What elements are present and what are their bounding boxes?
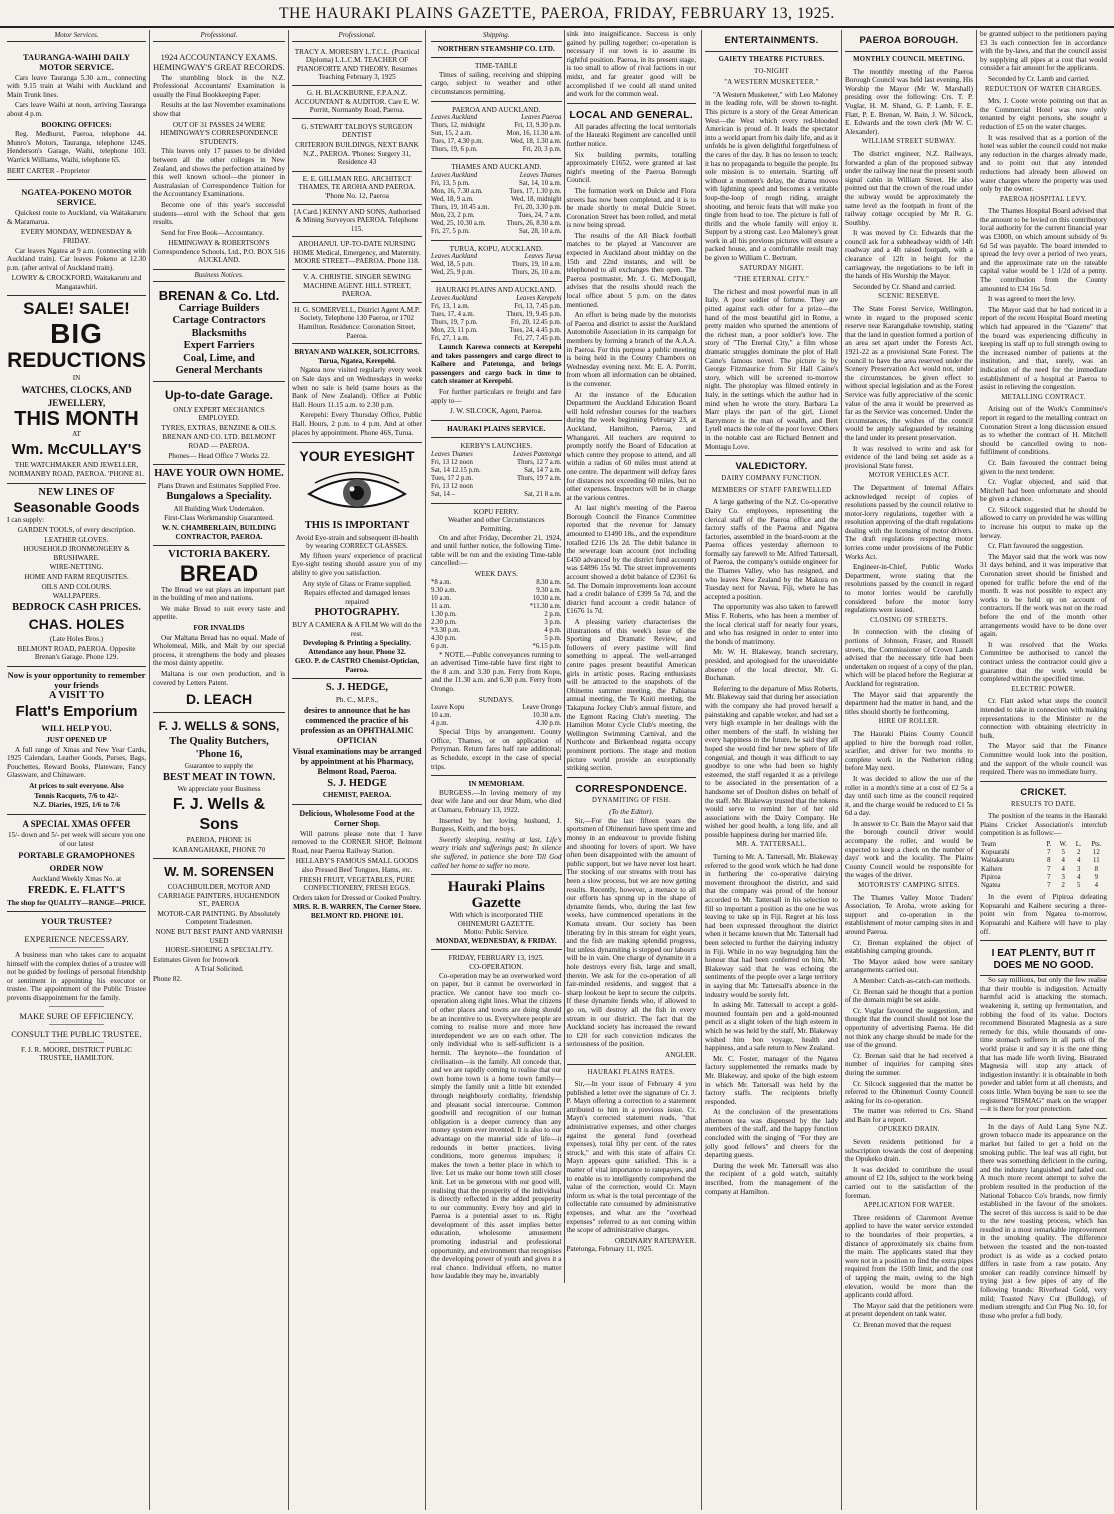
table-cell: Waitakaruru	[981, 857, 1015, 865]
timetable-cell: Fri, 27, 5 p.m.	[431, 227, 470, 235]
card-gillman: E. E. GILLMAN REG. ARCHITECT THAMES, TE AROHA AND PAEROA. 'Phone No. 12, Paeroa	[292, 172, 422, 205]
timetable-row	[431, 261, 562, 269]
cricket-column-header: Pts.	[1091, 841, 1102, 849]
timetable-cell: Fri, 13, 5 p.m.	[431, 179, 470, 187]
table-row	[980, 882, 1107, 890]
timetable-cell: Thurs, 19 7 a.m.	[516, 474, 562, 482]
cricket-column-header: Team	[981, 841, 996, 849]
timetable-cell: Fri, 13, 9.30 p.m.	[514, 122, 562, 130]
cricket-column-header: L.	[1075, 841, 1082, 849]
column-paeroa-borough: PAEROA BOROUGH. MONTHLY COUNCIL MEETING. The monthly meeting of the Paeroa Borough Council was held last evening, His Worship the Mayor (Mr W. Marshall) presiding over the following: Crs. T. P. Vuglar, H. M. Shand, G. P. Lamb, F. E. Flatt, P. E. Brenan, W. Bain, J. W. Silcock, E. Edwards and the town clerk (Mr W. C. Alexander). WILLIAM STREET SUBWAY. The district engineer, N.Z. Railways, forwarded a plan of the proposed subway under the railway line near the present south signal cabin in William Street. He also pointed out that the crown of the road under the subway would be approximately the same level as the footpath in front of the railway cottage occupied by Mr R. G. Southby. It was moved by Cr. Edwards that the council ask for a subheadway width of 14ft roadway and a 4ft raised footpath, with a clearance of 12ft in height for the carriageway, the negotiations to be left in the hands of His Worship the Mayor. Seconded by Cr. Shand and carried. SCENIC RESERVE. The State Forest Service, Wellington, wrote in regard to the proposed scenic reserve near Karangahake township, stating that the land in question formed a portion of an area set apart under the Forests Act, 1921-22 as a provisional State Forest. The council to have the area reserved under the Scenery Preservation Act would not, under the circumstances, be given effect to without special legislation and as the Forest Service was fully appreciative of the scenic value of the area it would be preserved as far as the Service was concerned. Under the circumstances, the wishes of the council would be amply safeguarded by retaining the land under its present preservation. It was resolved to write and ask for evidence of the land being set aside as a provisional State forest. MOTOR VEHICLES ACT. The Department of Internal Affairs acknowledged receipt of copies of resolutions passed by the council relative to motor-lorry regulations, together with a resolution approving of the draft regulations dealing with the licensing of motor drivers. The draft regulations respecting motor lorries come under provisions of the Public Works Act. Engineer-in-Chief, Public Works Department, wrote stating that the resolutions passed by the council in regard to motor lorries would be carefully considered before the motor lorry regulations were issued. CLOSING OF STREETS. In connection with the closing of portions of Johnson, Fraser, and Russell streets, the Commissioner of Crown Lands advised that the necessary title had been undertaken on request of a copy of the plan, which will be placed before the Registrar at Auckland for registration. The Mayor said that apparently the department had the matter in hand, and the titles should shortly be forthcoming. HIRE OF ROLLER. The Hauraki Plains County Council applied to hire the borough road roller, scarifier, and driver for two months to complete work in the Netherton riding before May next. It was decided to allow the use of the roller in a month's time at a cost of £2 5s a day until such time as the council required it, and the charge would be reduced to £1 5s 6d a day. In answer to Cr. Bain the Mayor said that the borough council driver would accompany the roller, and would be expected to keep a check on the number of days' work and the locality. The Plains County Council would be responsible for the wages of the driver. MOTORISTS' CAMPING SITES. The Thames Valley Motor Traders' Association, Te Aroha, wrote asking for support and co-operation in the establishment of motor camping sites in and around Paeroa. Cr. Brenan explained the object of establishing camping grounds. The Mayor asked how were sanitary arrangements carried out. A Member: Catch-as-catch-can methods. Cr. Brenan said he thought that a portion of the domain might be set aside. Cr. Vuglar favoured the suggestion, and thought that the council should not lose the opportunity of advertising Paeroa. He did not think any charge should be made for the use of the ground. Cr. Brenan said that he had received a number of inquiries for camping sites during the summer. Cr. Silcock suggested that the matter be referred to the Ohinemuri County Council asking for its co-operation. The matter was referred to Crs. Shand and Bain for a report. OPUKEKO DRAIN. Seven residents petitioned for a subscription towards the cost of deepening the Opukeko drain. It was decided to contribute the usual amount of £2 10s, subject to the work being carried out to the satisfaction of the foreman. APPLICATION FOR WATER. Three residents of Claremont Avenue applied to have the water service extended to the boundaries of their properties, a distance of approximately six chains from the main. The applicants stated that they were not in a position to find the extra pipes required from the 150ft limit, and the cost of tapping the main, owing to the high elevation, would be more than the applicants could afford. The Mayor said that the petitioners were at present dependent on tank water. Cr. Brenan moved that the request	[841, 30, 976, 1510]
timetable-row	[431, 579, 562, 587]
timetable-cell: Wed, 18, midnight	[511, 195, 562, 203]
ad-corner-store: Delicious, Wholesome Food at the Corner Shop. Will patrons please note that I have removed to the CORNER SHOP, Belmont Road, near Paeroa Railway Station. HELLABY'S FAMOUS SMALL GOODS also Pressed Beef Tongues, Hams, etc. FRESH FRUIT, VEGETABLES, PURE CONFECTIONERY, FRESH EGGS. Orders taken for Dressed or Cooked Poultry. MRS. R. B. WARREN, The Corner Store. BELMONT RD. PHONE 101.	[292, 808, 422, 920]
timetable-row	[431, 611, 562, 619]
timetable-row	[431, 269, 562, 277]
table-cell: 3	[1076, 865, 1081, 873]
timetable-row	[431, 138, 562, 146]
timetable-header-row	[431, 451, 562, 459]
timetable-cell	[497, 483, 562, 491]
timetable-cell: Thurs, 19, 10.45 a.m.	[431, 203, 490, 211]
ad-tauranga-waihi: TAURANGA-WAIHI DAILY MOTOR SERVICE. Cars leave Tauranga 5.30 a.m., connecting with 9.15 train at Waihi with Auckland and Main Trunk lines. Cars leave Waihi at noon, arriving Tauranga about 4 p.m. BOOKING OFFICES: Reg. Medhurst, Paeroa, telephone 44. Munro's Motors, Tauranga, telephone 124S. Henderson's Garage, Waihi, telephone 103. Warrick Williams, Waihi, telephone 65. BERT CARTER - Proprietor	[7, 45, 146, 181]
timetable-cell: Fri, 13, 7.45 p.m.	[514, 302, 562, 310]
timetable-row	[431, 483, 562, 491]
timetable-cell: Wed, 25, 10.30 a.m.	[431, 219, 486, 227]
timetable-row	[431, 327, 562, 335]
timetable-cell: Leaves Auckland	[431, 294, 478, 302]
timetable-cell: Fri, 20, 12.45 p.m.	[510, 318, 562, 326]
card-arohanui: AROHANUI. UP-TO-DATE NURSING HOME Medical, Emergency, and Maternity. MOORE STREET—PAEROA. Phone 118.	[292, 237, 422, 270]
timetable-cell: Fri, 13, 1 a.m.	[431, 302, 470, 310]
timetable-cell: 9.30 a.m.	[536, 586, 562, 594]
timetable-cell: Leaves Turua	[524, 253, 562, 261]
timetable-cell: 4.30 p.m.	[535, 720, 562, 728]
timetable-cell: Sat, 28, 10 a.m.	[519, 227, 562, 235]
card-moresby: TRACY A. MORESBY L.T.C.L. (Practical Diploma) L.L.C.M. TEACHER OF PIANOFORTE AND THEORY. Resumes Teaching February 3, 1925	[292, 45, 422, 86]
timetable-row	[431, 311, 562, 319]
timetable-row	[431, 595, 562, 603]
table-cell: 12	[1092, 849, 1100, 857]
timetable-cell: Leaves Patetonga	[512, 450, 562, 458]
table-cell: 11	[1093, 857, 1100, 865]
timetable-cell: 4.30 p.m.	[431, 634, 457, 642]
timetable-cell: 10.30 a.m.	[532, 594, 562, 602]
card-somervell: H. G. SOMERVELL, District Agent A.M.P. Society, Telephone 130 Paeroa, or 1702 Hamilton. Residence: Coronation Street, Paeroa.	[292, 303, 422, 344]
ad-hedge: S. J. HEDGE, Ph. C., M.P.S., desires to announce that he has commenced the practice of his profession as an OPHTHALMIC OPTICIAN Visual examinations may be arranged by appointment at his Pharmacy, Belmont Road, Paeroa. S. J. HEDGE CHEMIST, PAEROA.	[292, 679, 422, 804]
table-cell: Pipiroa	[981, 873, 1001, 881]
timetable-cell: Wed, 18, 1.30 a.m.	[510, 138, 562, 146]
timetable-cell: Wed, 25, 9 p.m.	[431, 269, 475, 277]
timetable-row	[431, 146, 562, 154]
timetable-cell: Leaves Kerepehi	[516, 294, 562, 302]
timetable-cell: Thurs, 26, 10 a.m.	[511, 269, 562, 277]
timetable-row	[431, 643, 562, 651]
timetable-cell: Tues, 17, 4.30 p.m.	[431, 138, 484, 146]
section-header: Business Notices.	[153, 271, 285, 282]
table-row	[980, 857, 1107, 865]
timetable-row	[431, 130, 562, 138]
timetable-cell: 8.30 a.m.	[536, 578, 562, 586]
timetable-cell: 10 a.m.	[431, 594, 452, 602]
timetable-cell: 3 p.m.	[544, 618, 562, 626]
heading-cricket: CRICKET.	[1020, 786, 1067, 798]
timetable-cell: Tues, 17, 4 a.m.	[431, 310, 475, 318]
table-cell: 4	[1076, 873, 1081, 881]
table-cell: Kopuarahi	[981, 849, 1010, 857]
table-cell: 4	[1061, 865, 1065, 873]
table-cell: 7	[1047, 873, 1051, 881]
table-cell: 8	[1094, 865, 1099, 873]
timetable-row	[431, 335, 562, 343]
timetable-row	[431, 212, 562, 220]
table-cell: 4	[1076, 857, 1081, 865]
timetable-cell: Leaves Auckland	[431, 114, 478, 122]
heading-paeroa-borough: PAEROA BOROUGH.	[859, 35, 959, 46]
timetable-row	[431, 188, 562, 196]
heading-valedictory: VALEDICTORY.	[735, 461, 808, 473]
ad-chamberlain: HAVE YOUR OWN HOME. Plans Drawn and Estimates Supplied Free. Bungalows a Speciality. All Building Work Undertaken. First-Class Workmanship Guaranteed. W. N. CHAMBERLAIN, BUILDING CONTRACTOR, PAEROA.	[153, 465, 285, 546]
column-motor-services	[4, 30, 149, 1510]
table-row	[980, 874, 1107, 882]
timetable-cell: Sat, 21 8 a.m.	[524, 490, 562, 498]
heading-entertainments: ENTERTAINMENTS.	[724, 35, 819, 46]
column-shipping-news	[425, 30, 701, 1510]
timetable-cell: Fri, 27, 7.45 p.m.	[514, 334, 562, 342]
timetable-cell: *6.15 p.m.	[532, 642, 562, 650]
article-valedictory: A large gathering of the N.Z. Co-operative Dairy Co. employees, representing the clerical staff of the Paeroa office and the factory staffs of the Paeroa and Ngatea factories, assembled in the board-room at the Paeroa offices yesterday afternoon to formally say farewell to Mr. Alfred Tattersall, of Paeroa, the company's outside engineer for the Thames Valley, who has resigned, and who leaves New Zealand by the Makura on Tuesday next for Navua, Fiji, where he has accepted a position. The opportunity was also taken to farewell Miss F. Roberts, who has been a member of the local clerical staff for nearly four years, and who has resigned in order to enter into the bonds of matrimony. Mr. W. H. Blakeway, branch secretary, presided, and apologised for the unavoidable absence of the local director, Mr. G. Buchanan. Referring to the departure of Miss Roberts, Mr. Blakeway said that during her association with the company she had proved herself a painstaking and capable worker, and had set a very high example in her dealings with the other members of the staff. In wishing her every happiness in the future, he said they all hoped she would find her new sphere of life congenial, and though it was difficult to say goodbye to one who had been so highly esteemed, the staff regarded it as a privilege to be associated in the presentation of a handsome set of Doulton dishes on behalf of the staff. Mr. Blakeway trusted that the tokens would serve to remind her of her old associations with the Dairy Company. He wished her good health, a long life, and all possible happiness during her married life.	[705, 498, 838, 839]
subcolumn-shipping: Shipping. NORTHERN STEAMSHIP CO. LTD. TIME-TABLE Times of sailing, receiving and shipping cargo, subject to weather and other circumstances permitting. PAEROA AND AUCKLAND. Leaves Auckland Leaves Paeroa Thurs, 12, midnight Fri, 13, 9.30 p.m. Sun, 15, 2 a.m. Mon, 16, 11.30 a.m. Tues, 17, 4.30 p.m. Wed, 18, 1.30 a.m. Thurs, 19, 6 p.m. Fri, 20, 3 p.m. THAMES AND AUCKLAND. Leaves Auckland Leaves Thames Fri, 13, 5 p.m. Sat, 14, 10 a.m. Mon, 16, 7.30 a.m. Tues, 17, 1.30 p.m. Wed, 18, 9 a.m. Wed, 18, midnight Thurs, 19, 10.45 a.m. Fri, 20, 3.30 p.m. Mon, 23, 2 p.m. Tues, 24, 7 a.m. Wed, 25, 10.30 a.m. Thurs, 26, 8.30 a.m. Fri, 27, 5 p.m. Sat, 28, 10 a.m. TURUA, KOPU, AUCKLAND. Leaves Auckland Leaves Turua Wed, 18, 5 p.m. Thurs, 19, 10 a.m. Wed, 25, 9 p.m. Thurs, 26, 10 a.m. HAURAKI PLAINS AND AUCKLAND. Leaves Auckland Leaves Kerepehi Fri, 13, 1 a.m. Fri, 13, 7.45 p.m. Tues, 17, 4 a.m. Thurs, 19, 9.45 p.m. Thurs, 19, 7 p.m. Fri, 20, 12.45 p.m. Mon, 23, 11 p.m. Tues, 24, 4.45 p.m. Fri, 27, 1 a.m. Fri, 27, 7.45 p.m. Launch Karewa connects at Kerepehi and takes passengers and cargo direct to Kaihere and Patetonga, and brings passengers and cargo back in time to catch steamer at Kerepehi. For further particulars re freight and fare apply to— J. W. SILCOCK, Agent, Paeroa. HAURAKI PLAINS SERVICE. KERBY'S LAUNCHES. Leaves Thames Leaves Patetonga Fri, 13 12 noon Thurs, 12 7 a.m. Sat, 14 12.15 p.m. Sat, 14 7 a.m. Tues, 17 2 p.m. Thurs, 19 7 a.m. Fri, 13 12 noon Sat, 14 – Sat, 21 8 a.m. KOPU FERRY. Weather and other Circumstances Permitting. On and after Friday, December 21, 1924, and until further notice, the following Time-table will be run and the existing Time-table cancelled:— WEEK DAYS. *8 a.m. 8.30 a.m. 9.30 a.m. 9.30 a.m. 10 a.m. 10.30 a.m. 11 a.m. *11.30 a.m. 1.30 p.m. 2 p.m. 2.30 p.m. 3 p.m. *3.30 p.m. 4 p.m. 4.30 p.m. 5 p.m. 6 p.m. *6.15 p.m. * NOTE.—Public conveyances running to an advertised Time-table have first right to the 8 a.m. and 3.30 p.m. Ferry from Kopu, and the 11.30 a.m. and 6.30 p.m. Ferry from Orongo. SUNDAYS. Leave Kopu Leave Orongo 10 a.m. 10.30 a.m. 4 p.m. 4.30 p.m. Special Trips by arrangement. County Office, Thames, or on application of Perryman. Return fares half rate additional; as Schedule, except in the case of special trips. IN MEMORIAM. BURGESS.—In loving memory of my dear wife Jane and our dear Mum, who died at Oamaru, February 13, 1922. Inserted by her loving husband, J. Burgess, Keith, and the boys. Sweetly sleeping, resting at last, Life's weary trials and sufferings past; In silence she suffered, in patience she bore Till God called her home to suffer no more. Hauraki Plains Gazette With which is incorporated THE OHINEMURI GAZETTE. Motto: Public Service. MONDAY, WEDNESDAY, & FRIDAY. FRIDAY, FEBRUARY 13, 1925. CO-OPERATION. Co-operation may be an overworked word on paper, but it cannot be overworked in practice. We cannot have too much co-operation along right lines. What the citizens of other places and towns are doing should be an incentive to us. Everywhere people are coming to realise more and more how interdependent we are on each other. The only individual who is self-sufficient is a hermit. The keynote—the foundation of civilisation—is the family. All concede that, and we are rapidly coming to realise that our own home town is a home town family—simply the family unit a little bit extended through neighbourly cordiality, friendship and pleasant social intercourse. Common goodwill and recognition of our human obligation is a deeper currency than any money system ever invented. It is also to our advantage on the material side of life—it redounds in better practices, living conditions, more generous impulses; it makes the town a better place in which to live. Let us make our home town still closer knit. Let us be generous with our good will, realising that the prosperity of the individual is directly reflected in the added prosperity to our community. Every boy and girl in Paeroa is a potential asset to us. Right development of this asset implies better education, wholesome amusement promoting industrial and professional opportunity, and environment that recognises the developing power of youth and gives it a real chance. Individual efforts, no matter how laudable they may be, invariably	[431, 31, 562, 1281]
table-cell: 8	[1047, 857, 1051, 865]
ad-flatts-emporium: Now is your opportunity to remember your friends A VISIT TO Flatt's Emporium WILL HELP YOU. JUST OPENED UP A full range of Xmas and New Year Cards, 1925 Calendars, Leather Goods, Purses, Bags, Pouchettes, Reward Books, Plateware, Fancy Glassware, and Chinaware. At prices to suit everyone. Also Tennis Racquets, 7/6 to 42/- N.Z. Diaries, 1925, 1/6 to 7/6	[7, 667, 146, 815]
timetable-row	[431, 619, 562, 627]
timetable-kerby-launches	[431, 451, 562, 499]
timetable-cell: Fri, 20, 3 p.m.	[522, 146, 562, 154]
article-council-meeting: The monthly meeting of the Paeroa Borough Council was held last evening, His Worship the Mayor (Mr W. Marshall) presiding over the following: Crs. T. P. Vuglar, H. M. Shand, G. P. Lamb, F. E. Flatt, P. E. Brenan, W. Bain, J. W. Silcock, E. Edwards and the town clerk (Mr W. C. Alexander).	[845, 67, 973, 136]
timetable-row	[431, 303, 562, 311]
subcolumn-news: sink into insignificance. Success is only gained by pulling together; co-operation is necessary if our town is to assume its rightful position. Paeroa, in its present stage, is too small to allow of rival factions in our midst, and far greater good will be accomplished if we could all stand united and work for the common weal. LOCAL AND GENERAL. All parades affecting the local territorials of the Hauraki Regiment are cancelled until further notice. Six building permits, totalling approximately £1652, were granted at last night's meeting of the Paeroa Borough Council. The formation work on Dulcie and Flora streets has now been completed, and it is to be made shortly to metal Dulcie Street. Coronation Street has been rolled, and metal is now being spread. The results of the All Black football matches to be played at Vancouver are expected in Auckland about midday on the 15th and 22nd instants, and will be telephoned to all exchanges then open. The Paeroa postmaster, Mr. J. G. McDougall, advises that the results should reach the local office about 5 p.m. on the dates mentioned. An effort is being made by the motorists of Paeroa and district to assist the Auckland Automobile Association in its campaign for members by forming a branch of the A.A.A. in Paeroa. For this purpose a public meeting is being held in the County Chambers on Wednesday evening next. Mr. E. A. Porritt, from whom all information can be obtained, is the convener. At the instance of the Education Department the Auckland Education Board will hold refresher courses for the teachers during the week beginning February 23, at Auckland, Hamilton, Paeroa, and Whangarei. All teachers are required to promptly notify the Board of Education at which centre they propose to attend, and all within a radius of 60 miles must attend at one centre. The department will defray fares for distances not exceeding 60 miles, but no other expenses. Inspectors will be in charge at the various centres. At last night's meeting of the Paeroa Borough Council the Finance Committee reported that the revenue for January amounted to £1490 18s., and the expenditure totalled £216 13s 2d. The debit balance in the sewerage loan account (not including £450 advanced by the district fund account) was £4896 15s 9d. The street improvements account showed a debit balance of £2361 6s 5d. The Domain improvements loan account had a credit balance of £399 5s 7d, and the district fund account a credit balance of £1676 1s 7d. A pleasing variety characterises the illustrations of this week's issue of the Sporting and Dramatic Review, and followers of every pastime will find something to appeal. The well-arranged centre pages present beautiful American girls in artistic poses. Racing enthusiasts will be attracted to the snapshots of the Ohinemu summer meeting, the Pahiatua annual meeting, the Te Kuiti meeting, the Takapuna Jockey Club's annual fixture, and the Egmont Racing Club's meeting. The Hamilton Motor Cycle Club's meeting, the Wellington Swimming Carnival, and the Northcote and Birkenhead regatta occupy prominent portions. The stage and motion picture world provide an exceptionally striking section. CORRESPONDENCE. DYNAMITING OF FISH. (To the Editor). Sir,—For the last fifteen years the sportsmen of Ohinemuri have spent time and money in an endeavour to provide fishing and shooting for lovers of sport. We have often been disappointed with the amount of public support, but we have never lost heart. The stocking of our streams with trout has been a slow process, but we are now getting results. Recently, however, a menace to all our efforts has sprung up in the shape of dynamite fiends, who, during the last few weeks, have commenced operations in the Komata stream. Our society has been liberating fry in this stream for eight years, and the fish are making splendid progress, but unless dynamiting is stopped our labours will be in vain. One charge of dynamite in a hole destroys every fish, large and small, therein. We ask for the co-operation of all fair-minded residents, and suggest that a sharp lookout be kept to secure the culprits. If these dynamite fiends who, if allowed to go on, will destroy all the fish in every stream in our district. The fact that the Auckland society has increased the reward to £20 for each conviction indicates the seriousness of the position. ANGLER. HAURAKI PLAINS RATES. Sir,—In your issue of February 4 you published a letter over the signature of Cr. J. P. Mayn offering a correction to a statement attributed to him in a previous issue. Cr. Mayn's corrected statement reads, "that administrative expenses, and other charges against the general fund (overhead expenses), total fifty per cent. of the rates struck," and with this state of affairs Cr. Mayn appears quite satisfied. This is a matter of vital importance to ratepayers, and to enable us to intelligently comprehend the value of the correction, would Cr. Mayn inform us what is the total percentage of the collectable rate consumed by administrative expenses, and what are the "overhead expenses" referred to as not coming within the scope of administrative charges. ORDINARY RATEPAYER. Patetonga, February 11, 1925.	[564, 30, 699, 1283]
ad-bismag: I EAT PLENTY, BUT IT DOES ME NO GOOD.	[980, 945, 1107, 976]
ad-tobacco: In the days of Auld Lang Syne N.Z. grown tobacco made its appearance on the market but failed to get a hold on the smoking public. The leaf was all right, but there was something deficient in the curing, and the industry languished and faded out. A much more recent attempt to solve the problem resulted in the production of the National Tobacco Co's brands, now firmly established in the favour of the smokers. The secret of this success is said to be due to the new toasting process, which has resulted in a most remarkable improvement in the smoking quality. The difference between the toasted and the non-toasted product is as wide as a cocked potato differs in taste from a raw potato. Any smoker can readily convince himself by trying just a few pipes of any of the following brands: Riverhead Gold, very mild; Toasted Navy Cut (Bulldog), of medium strength; and Cut Plug No. 10, for those who prefer a full body.	[980, 1122, 1107, 1320]
timetable-row	[431, 635, 562, 643]
timetable-header-row	[431, 114, 562, 122]
timetable-cell: 9.30 a.m.	[431, 586, 457, 594]
timetable-hauraki-plains	[431, 295, 562, 343]
timetable-cell: Fri, 13 12 noon	[431, 482, 473, 490]
column-entertainments: ENTERTAINMENTS. GAIETY THEATRE PICTURES. TO-NIGHT "A WESTERN MUSKETEER." "A Western Musketeer," with Leo Maloney in the leading role, will be shown to-night. This picture is a story of the Great American West—the West which every red-blooded American is proud of. It leads the spectator into a world apart from his daily life, and as it unfolds he is given delightful forgetfulness of the cares of the day. It has no lesson to teach; it has no propaganda to beguile the people. Its sole mission is to entertain. Starting off without a moment's delay, the drama moves with lightning speed and becomes a veritable loop-the-loop of rough riding, straight shooting, and heroic feats that will make you tingle from head to toe. The picture is full of thrills and the whole family will enjoy it. Support by a strong cast. Leo Maloney's great work in all his previous pictures will ensure a packed house, and a comfortable result may be given to William C. Bertram. SATURDAY NIGHT. "THE ETERNAL CITY." The richest and most powerful man in all Italy. A poor soldier of fortune. They are pitted against each other for a prize—the hand of the most beautiful girl in Rome, a pretty maiden who spurned the attentions of the richest man, a poor soldier's love. The story of "The Eternal City," a film whose dramatic struggles dominate the plot of Hall Caine's famous novel. The picture is by George Fitzmaurice from Sir Hall Caine's story, which will be screened to-morrow night. The photoplay was filmed entirely in Italy, in the settings which the author had in mind when he wrote the story. Barbara La Marr plays the part of the girl, Lionel Barrymore is the man of wealth, and Bert Lytell enacts the role of the poor lover. Others in the notable cast are Richard Bennett and Montagu Love. VALEDICTORY. DAIRY COMPANY FUNCTION. MEMBERS OF STAFF FAREWELLED A large gathering of the N.Z. Co-operative Dairy Co. employees, representing the clerical staff of the Paeroa office and the factory staffs of the Paeroa and Ngatea factories, assembled in the board-room at the Paeroa offices yesterday afternoon to formally say farewell to Mr. Alfred Tattersall, of Paeroa, the company's outside engineer for the Thames Valley, who has resigned, and who leaves New Zealand by the Makura on Tuesday next for Navua, Fiji, where he has accepted a position. The opportunity was also taken to farewell Miss F. Roberts, who has been a member of the local clerical staff for nearly four years, and who has resigned in order to enter into the bonds of matrimony. Mr. W. H. Blakeway, branch secretary, presided, and apologised for the unavoidable absence of the local director, Mr. G. Buchanan. Referring to the departure of Miss Roberts, Mr. Blakeway said that during her association with the company she had proved herself a painstaking and capable worker, and had set a very high example in her dealings with the other members of the staff. In wishing her every happiness in the future, he said they all hoped she would find her new sphere of life congenial, and though it was difficult to say goodbye to one who had been so highly esteemed, the staff regarded it as a privilege to be associated in the presentation of a handsome set of Doulton dishes on behalf of the staff. Mr. Blakeway trusted that the tokens would serve to remind her of her old associations with the Dairy Company. He wished her good health, a long life, and all possible happiness during her married life. MR. A. TATTERSALL. Turning to Mr. A. Tattersall, Mr. Blakeway referred to the good work which he had done in furthering the co-operative dairying movement throughout the district, and said that the company was proud of the honour accorded to Mr. Tattersall in his selection to fill so important a position as the one he was leaving to take up in Fiji. Regret at his loss had been expressed throughout the district when it became known that Mr. Tattersall had been selected to further the dairying industry in Fiji. While in no way begrudging him the honour that had been conferred on him, Mr. Blakeway said that he was echoing the sentiments of the people over a large territory in saying that Mr. Tattersall's absence in the industry would be sorely felt. In asking Mr. Tattersall to accept a gold-mounted fountain pen and a gold-mounted pencil as a slight token of the high esteem in which he was held by the staff, Mr. Blakeway wished him bon voyage, health and happiness, and a safe return to New Zealand. Mr. C. Foster, manager of the Ngatea factory supplemented the remarks made by Mr. Blakeway, and spoke of the high esteem in which Mr. Tattersall was held by the factory staffs. The recipients briefly responded. At the conclusion of the presentations afternoon tea was dispensed by the lady members of the staff, and the happy function concluded with the singing of "For they are jolly good fellows" and cheers for the departing guests. During the week Mr. Tattersall was also the recipient of a gold watch, suitably inscribed, from the management of the company at Hamilton.	[701, 30, 841, 1510]
timetable-kopu-weekdays	[431, 579, 562, 651]
timetable-cell: Fri, 13 12 noon	[431, 458, 473, 466]
card-blackburne: G. H. BLACKBURNE, F.P.A.N.Z. ACCOUNTANT & AUDITOR. Care E. W. Porritt, Normanby Road, Paeroa.	[292, 86, 422, 119]
table-cell: 2	[1061, 882, 1065, 890]
timetable-cell: Sat, 14, 10 a.m.	[519, 179, 562, 187]
ad-ngatea-pokeno: NGATEA-POKENO MOTOR SERVICE. Quickest route to Auckland, via Waitakaruru & Maramarua. EVERY MONDAY, WEDNESDAY & FRIDAY. Car leaves Ngatea at 9 a.m. (connecting with Auckland train). Car leaves Pokeno at 12.30 p.m. (after arrival of Auckland train). LOWRY & CROCKFORD, Waitakaruru and Mangatawhiri.	[7, 180, 146, 296]
section-header: Professional.	[292, 31, 422, 42]
card-christie: V. A. CHRISTIE. SINGER SEWING MACHINE AGENT. HILL STREET, PAEROA.	[292, 270, 422, 303]
heading-correspondence: CORRESPONDENCE.	[575, 782, 688, 795]
timetable-cell: 10 a.m.	[431, 712, 452, 720]
timetable-row	[431, 180, 562, 188]
timetable-cell: Thurs, 19, 10 a.m.	[511, 261, 562, 269]
timetable-cell: Fri, 20, 3.30 p.m.	[514, 203, 562, 211]
timetable-row	[431, 196, 562, 204]
gazette-nameplate: Hauraki Plains Gazette	[447, 879, 545, 912]
timetable-row	[431, 467, 562, 475]
timetable-row	[431, 122, 562, 130]
heading-local-general: LOCAL AND GENERAL.	[569, 108, 694, 121]
timetable-cell: Leave Kopu	[431, 704, 465, 712]
ad-mccullay-sale: SALE! SALE! BIG REDUCTIONS IN WATCHES, CLOCKS, AND JEWELLERY, THIS MONTH AT Wm. McCULLAY'S THE WATCHMAKER AND JEWELLER, NORMANBY ROAD, PAEROA. 'PHONE 81.	[7, 296, 146, 483]
timetable-row	[431, 720, 562, 728]
letter-rates: Sir,—In your issue of February 4 you published a letter over the signature of Cr. J. P. Mayn offering a correction to a statement attributed to him in a previous issue. Cr. Mayn's corrected statement reads, "that administrative expenses, and other charges against the general fund (overhead expenses), total fifty per cent. of the rates struck," and with this state of affairs Cr. Mayn appears quite satisfied. This is a matter of vital importance to ratepayers, and to enable us to intelligently comprehend the value of the correction, would Cr. Mayn inform us what is the total percentage of the collectable rate consumed by administrative expenses, and what are the "overhead expenses" referred to as not coming within the scope of administrative charges.	[566, 1080, 696, 1235]
timetable-cell: Tues, 24, 7 a.m.	[518, 211, 562, 219]
timetable-row	[431, 704, 562, 712]
ad-public-trustee: YOUR TRUSTEE? EXPERIENCE NECESSARY. A business man who takes care to acquaint himself with the complex duties of a trustee will not be guided by feelings of personal friendship or sentiment in appointing his executor or trustee. The appointment of the Public Trustee prevents disappointment for the family. MAKE SURE OF EFFICIENCY. CONSULT THE PUBLIC TRUSTEE. F. J. R. MOORE, DISTRICT PUBLIC TRUSTEE, HAMILTON.	[7, 916, 146, 1063]
timetable-row	[431, 603, 562, 611]
timetable-cell: Thurs, 19, 9.45 p.m.	[506, 310, 562, 318]
timetable-cell: 5 p.m.	[544, 634, 562, 642]
table-cell: 7	[1047, 882, 1051, 890]
timetable-cell: *11.30 a.m.	[529, 602, 562, 610]
table-row	[980, 866, 1107, 874]
timetable-row	[431, 220, 562, 228]
ad-chas-holes: NEW LINES OF Seasonable Goods I can supply: GARDEN TOOLS, of every description. LEATHER GLOVES. HOUSEHOLD IRONMONGERY & BRUSHWARE. WIRE-NETTING. HOME AND FARM REQUISITES. OILS AND COLOURS. WALLPAPERS. BEDROCK CASH PRICES. CHAS. HOLES (Late Holes Bros.) BELMONT ROAD, PAEROA. Opposite Brenan's Garage. Phone 129.	[7, 484, 146, 667]
timetable-cell: Sat, 14 –	[431, 490, 455, 498]
timetable-cell: Wed, 18, 9 a.m.	[431, 195, 474, 203]
table-cell: Ngatea	[981, 882, 1001, 890]
timetable-cell: Tues, 17, 1.30 p.m.	[509, 187, 562, 195]
timetable-row	[431, 491, 562, 499]
timetable-row	[431, 319, 562, 327]
timetable-cell: Thurs, 19, 6 p.m.	[431, 146, 478, 154]
table-cell: 4	[1061, 857, 1065, 865]
table-cell: 9	[1094, 873, 1099, 881]
newspaper-masthead: THE HAURAKI PLAINS GAZETTE, PAEROA, FRIDAY, FEBRUARY 13, 1925.	[0, 0, 1114, 28]
timetable-row	[431, 712, 562, 720]
timetable-row	[431, 587, 562, 595]
table-cell: 2	[1076, 849, 1081, 857]
ad-hemingway: 1924 ACCOUNTANCY EXAMS. HEMINGWAY'S GREAT RECORDS. The stumbling block in the N.Z. Professional Accountants' Examination is usually the Final Bookkeeping Paper. Results at the last November examinations show that OUT OF 31 PASSES 24 WERE HEMINGWAY'S CORRESPONDENCE STUDENTS. This leaves only 17 passes to be divided between all the other colleges in New Zealand, and shows the perfection attained by this well known school—the pioneer in Australasian of Correspondence Tuition for the Accountancy Examinations. Become one of this year's successful students—enrol with the School that gets results. Send for Free Book—Accountancy. HEMINGWAY & ROBERTSON'S Correspondence Schools, Ltd., P.O. BOX 516 AUCKLAND.	[153, 45, 285, 270]
section-header: Professional.	[153, 31, 285, 42]
timetable-cell: Fri, 27, 1 a.m.	[431, 334, 470, 342]
timetable-cell: 4 p.m.	[544, 626, 562, 634]
column-council-cricket: be granted subject to the petitioners paying £3 3s each connection fee in accordance with the by-laws, and that the council assist by supplying all pipes at a cost that would consider a fair amount for the applicants. Seconded by Cr. Lamb and carried. REDUCTION OF WATER CHARGES. Mrs. J. Coote wrote pointing out that as the Commercial Hotel was now only tenanted by eight persons, she sought a reduction of £5 on the water charges. It was resolved that as a portion of the hotel was sublet the council could not make any reduction in the charges already made, and to point out that any intended reductions had already been allowed on water charges where the property was used only by the owner. PAEROA HOSPITAL LEVY. The Thames Hospital Board advised that the amount to be levied on this contributory local authority for the current financial year was £3000, on which amount subsidy of 9s 6d 5d was payable. The board intended to spread the levy over a period of two years, and the approximate rate on the rateable capital value would be 1 1/2d of a penny. The contribution from the County amounted to £34 16s 5d. It was agreed to meet the levy. The Mayor said that he had noticed in a report of the recent Hospital Board meeting which had appeared in the "Gazette" that the board was experiencing difficulty in keeping its staff up to full strength owing to the increased number of patients at the institution, and that, surely, was an indication of the need for the immediate establishment of a hospital at Paeroa to assist in relieving the congestion. METALLING CONTRACT. Arising out of the Work's Committee's report in regard to the metalling contract on Coronation Street a long discussion ensued as to whether the contract of H. Mitchell should be cancelled owing to non-fulfilment of conditions. Cr. Bain favoured the contract being given to the next tenderer. Cr. Vuglar objected, and said that Mitchell had been unfortunate and should be given a chance. Cr. Silcock suggested that he should be allowed to carry on provided he was willing to increase his output to make up the leeway. Cr. Flatt favoured the suggestion. The Mayor said that the work was now 31 days behind, and it was imperative that Coronation street should be finished and opened for traffic before the end of the month. It was not possible to expect any works to be held up on account of contractors. If the work was not on the road before the end of the month other arrangements would have to be done over again. It was resolved that the Works Committee be authorised to cancel the contract unless the contractor could give a guarantee that the work would be completed within the specified time. ELECTRIC POWER. Cr. Flatt asked what steps the council intended to take in connection with making representations to the Minister re the connection with obtaining electricity in bulk. The Mayor said that the Finance Committee would look into the position, and the support of the whole council was required. There was no immediate hurry. CRICKET. RESULTS TO DATE. The position of the teams in the Hauraki Plains Cricket Association's interclub competition is as follows:— Team P. W. L. Pts. Kopuarahi 7 5 2 12 Waitakaruru 8 4 4 11 Kaihere 7 4 3 8 Pipiroa 7 3 4 9 Ngatea 7 2 5 4 In the event of Pipiroa defeating Kopuarahi and Kaihere securing a three-point win from Ngatea to-morrow, Kopuarahi and Kaihere will have to play off. I EAT PLENTY, BUT IT DOES ME NO GOOD. So say millions, but only the few realise that their trouble is indigestion. Actually harmful acid is attacking the stomach, weakening it, setting up fermentation, and robbing the food of its value. Doctors recommend Bisurated Magnesia as a sure remedy for this, while thousands of one-time stomach sufferers in all parts of the world praise it and say it is the one thing that has made life worth living. Bisurated Magnesia will stop any attack of indigestion instantly: it is obtainable in both powder and tablet form at all chemists, and costs little. When buying be sure to see the registered "BISMAG" mark on the wrapper—it is there for your protection. In the days of Auld Lang Syne N.Z. grown tobacco made its appearance on the market but failed to get a hold on the smoking public. The leaf was all right, but there was something deficient in the curing, and the industry languished and faded out. A much more recent attempt to solve the problem resulted in the production of the National Tobacco Co's brands, now firmly established in the favour of the smokers. The secret of this success is said to be due to the new toasting process, which has resulted in a most remarkable improvement in the smoking quality. The difference between the toasted and the non-toasted product is as wide as a cocked potato differs in taste from a raw potato. Any smoker can readily convince himself by trying just a few pipes of any of the following brands: Riverhead Gold, very mild; Toasted Navy Cut (Bulldog), of medium strength; and Cut Plug No. 10, for those who prefer a full body.	[976, 30, 1110, 1510]
card-kenny: [A Card.] KENNY AND SONS, Authorised & Mining Surveyors PAEROA. Telephone 115.	[292, 205, 422, 238]
timetable-cell: Sun, 15, 2 a.m.	[431, 130, 472, 138]
timetable-row	[431, 204, 562, 212]
ad-brenan: BRENAN & Co. Ltd. Carriage Builders Cartage Contractors Blacksmiths Expert Farriers Coal, Lime, and General Merchants	[153, 285, 285, 382]
timetable-cell: 2.30 p.m.	[431, 618, 457, 626]
cricket-column-header: W.	[1059, 841, 1067, 849]
ad-wells-butchers: F. J. WELLS & SONS, The Quality Butchers, 'Phone 16, Guarantee to supply the BEST MEAT IN TOWN. We appreciate your Business F. J. Wells & Sons PAEROA, PHONE 16 KARANGAHAKE, PHONE 70	[153, 713, 285, 859]
card-talboys: G. STEWART TALBOYS SURGEON DENTIST CRITERION BUILDINGS, NEXT BANK N.Z., PAEROA. 'Phones: Surgery 31, Residence 43	[292, 119, 422, 172]
newspaper-page	[4, 30, 1110, 1510]
timetable-row	[431, 627, 562, 635]
timetable-thames-auckland	[431, 172, 562, 236]
ad-garage: Up-to-date Garage. ONLY EXPERT MECHANICS EMPLOYED. TYRES, EXTRAS, BENZINE & OILS. BRENAN AND CO. LTD. BELMONT ROAD — PAEROA. Phones— Head Office 7 Works 22.	[153, 382, 285, 466]
cricket-column-header: P.	[1046, 841, 1052, 849]
table-cell: Kaihere	[981, 865, 1003, 873]
column-professional-business	[149, 30, 288, 1510]
cricket-standings-table	[980, 841, 1107, 890]
timetable-cell: Thurs, 19, 7 p.m.	[431, 318, 478, 326]
timetable-header-row	[431, 253, 562, 261]
timetable-cell: Leaves Auckland	[431, 171, 478, 179]
timetable-cell: Tues, 17 2 p.m.	[431, 474, 474, 482]
timetable-cell: 6 p.m.	[431, 642, 449, 650]
eye-illustration	[292, 470, 422, 516]
timetable-cell: *3.30 p.m.	[431, 626, 461, 634]
timetable-row	[431, 475, 562, 483]
timetable-header-row	[431, 172, 562, 180]
timetable-cell: Sat, 14 7 a.m.	[524, 466, 562, 474]
timetable-cell: Leave Orongo	[522, 704, 562, 712]
ad-xmas-gramophones: A SPECIAL XMAS OFFER 15/- down and 5/- per week will secure you one of our latest PORTABLE GRAMOPHONES ORDER NOW Auckland Weekly Xmas No. at FREDK. E. FLATT'S The shop for QUALITY—RANGE—PRICE.	[7, 815, 146, 912]
table-cell: 7	[1047, 849, 1051, 857]
timetable-paeroa-auckland	[431, 114, 562, 154]
letter-dynamiting: Sir,—For the last fifteen years the sportsmen of Ohinemuri have spent time and money in an endeavour to provide fishing and shooting for lovers of sport. We have often been disappointed with the amount of public support, but we have never lost heart. The stocking of our streams with trout has been a slow process, but we are now getting results. Recently, however, a menace to all our efforts has sprung up in the shape of dynamite fiends, who, during the last few weeks, have commenced operations in the Komata stream. Our society has been liberating fry in this stream for eight years, and the fish are making splendid progress, but unless dynamiting is stopped our labours will be in vain. One charge of dynamite in a hole destroys every fish, large and small, therein. We ask for the co-operation of all fair-minded residents, and suggest that a sharp lookout be kept to secure the culprits. If these dynamite fiends who, if allowed to go on, will destroy all the fish in every stream in our district. The fact that the Auckland society has increased the reward to £20 for each conviction indicates the seriousness of the position.	[566, 816, 696, 1049]
timetable-cell: Mon, 16, 7.30 a.m.	[431, 187, 483, 195]
editorial-cooperation: Co-operation may be an overworked word on paper, but it cannot be overworked in practice. We cannot have too much co-operation along right lines. What the citizens of other places and towns are doing should be an incentive to us. Everywhere people are coming to realise more and more how interdependent we are on each other. The only individual who is self-sufficient is a hermit. The keynote—the foundation of civilisation—is the family. All concede that, and we are rapidly coming to realise that our own home town is a home town family—simply the family unit a little bit extended through neighbourly cordiality, friendship and pleasant social intercourse. Common goodwill and recognition of our human obligation is a deeper currency than any money system ever invented. It is also to our advantage on the material side of life—it redounds in better practices, living conditions, more generous impulses; it makes the town a better place in which to live. Let us make our home town still closer knit. Let us be generous with our good will, realising that the prosperity of the individual is directly reflected in the added prosperity to our community. Every boy and girl in Paeroa is a potential asset to us. Right development of this asset implies better education, wholesome amusement promoting industrial and professional opportunity, and environment that recognises the developing power of youth and gives it a real chance. Individual efforts, no matter how laudable they may be, invariably	[431, 971, 562, 1281]
ad-eyesight: YOUR EYESIGHT THIS IS IMPORTANT Avoid Eye-strain and subsequent ill-health by wearing CORRECT GLASSES. My fifteen years' experience of practical Eye-sight testing should assure you of my ability to give you satisfaction. Any style of Glass or Frame supplied. Repairs effected and damaged lenses repaired PHOTOGRAPHY. BUY A CAMERA & A FILM We will do the rest. Developing & Printing a Speciality. Attendance any hour. Phone 32. GEO. P. de CASTRO Chemist-Optician, Paeroa.	[292, 443, 422, 679]
timetable-turua-kopu	[431, 253, 562, 277]
table-cell: 7	[1047, 865, 1051, 873]
ad-victoria-bakery: VICTORIA BAKERY. BREAD The Bread we eat plays an important part in the building of men and nations. We make Bread to suit every taste and appetite. FOR INVALIDS Our Maltana Bread has no equal. Made of Wholemeal, Milk, and Malt by our special process, it strengthens the body and pleases the most dainty appetite. Maltana is our own production, and is covered by Letters Patent. D. LEACH	[153, 546, 285, 713]
table-cell: 5	[1076, 882, 1081, 890]
card-bryan-walker: BRYAN AND WALKER, SOLICITORS. Turua, Ngatea, Kerepehi. Ngatea now visited regularly every week on Sale days and on Wednesdays in weeks when no sale is held (same hours as the Bank of New Zealand). Office at Public Hall. Hours 11.15 a.m. to 2.30 p.m. Kerepehi: Every Thursday Office, Public Hall. Hours, 2 p.m. to 4 p.m. And at other places by appointment. Phone 46S, Turua.	[292, 344, 422, 443]
timetable-cell: Mon, 16, 11.30 a.m.	[506, 130, 562, 138]
timetable-kopu-sundays	[431, 704, 562, 728]
timetable-row	[431, 228, 562, 236]
timetable-cell: *8 a.m.	[431, 578, 452, 586]
timetable-cell: Thurs, 26, 8.30 a.m.	[506, 219, 562, 227]
column-professional-cards	[288, 30, 425, 1510]
timetable-cell: 11 a.m.	[431, 602, 451, 610]
timetable-cell: 2 p.m.	[544, 610, 562, 618]
timetable-cell: Leaves Thames	[431, 450, 473, 458]
timetable-cell: Wed, 18, 5 p.m.	[431, 261, 475, 269]
ad-sorensen: W. M. SORENSEN COACHBUILDER, MOTOR AND CARRIAGE PAINTERS, HUGHENDON ST., PAEROA MOTOR-CAR PAINTING. By Absolutely Competent Tradesmen. NONE BUT BEST PAINT AND VARNISH USED HORSE-SHOEING A SPECIALITY. Estimates Given for Ironwork A Trial Solicited. Phone 82.	[153, 864, 283, 984]
table-cell: 4	[1094, 882, 1099, 890]
timetable-cell: Thurs, 12, midnight	[431, 122, 485, 130]
timetable-cell: Mon, 23, 11 p.m.	[431, 326, 478, 334]
article-local-general: All parades affecting the local territorials of the Hauraki Regiment are cancelled until further notice. Six building permits, totalling approximately £1652, were granted at last night's meeting of the Paeroa Borough Council. The formation work on Dulcie and Flora streets has now been completed, and it is to be made shortly to metal Dulcie Street. Coronation Street has been rolled, and metal is now being spread. The results of the All Black football matches to be played at Vancouver are expected in Auckland about midday on the 15th and 22nd instants, and will be telephoned to all exchanges then open. The Paeroa postmaster, Mr. J. G. McDougall, advises that the results should reach the local office about 5 p.m. on the dates mentioned. An effort is being made by the motorists of Paeroa and district to assist the Auckland Automobile Association in its campaign for members by forming a branch of the A.A.A. in Paeroa. For this purpose a public meeting is being held in the County Chambers on Wednesday evening next. Mr. E. A. Porritt, from whom all information can be obtained, is the convener. At the instance of the Education Department the Auckland Education Board will hold refresher courses for the teachers during the week beginning February 23, at Auckland, Hamilton, Paeroa, and Whangarei. All teachers are required to promptly notify the Board of Education at which centre they propose to attend, and all within a radius of 60 miles must attend at one centre. The department will defray fares for distances not exceeding 60 miles, but no other expenses. Inspectors will be in charge at the various centres. At last night's meeting of the Paeroa Borough Council the Finance Committee reported that the revenue for January amounted to £1490 18s., and the expenditure totalled £216 13s 2d. The debit balance in the sewerage loan account (not including £450 advanced by the district fund account) was £4896 15s 9d. The street improvements account showed a debit balance of £2361 6s 5d. The Domain improvements loan account had a credit balance of £399 5s 7d, and the district fund account a credit balance of £1676 1s 7d. A pleasing variety characterises the illustrations of this week's issue of the Sporting and Dramatic Review, and followers of every pastime will find something to appeal. The well-arranged centre pages present beautiful American girls in artistic poses. Racing enthusiasts will be attracted to the snapshots of the Ohinemu summer meeting, the Pahiatua annual meeting, the Te Kuiti meeting, the Takapuna Jockey Club's annual fixture, and the Egmont Racing Club's meeting. The Hamilton Motor Cycle Club's meeting, the Wellington Swimming Carnival, and the Northcote and Birkenhead regatta occupy prominent portions. The stage and motion picture world provide an exceptionally striking section.	[566, 122, 696, 773]
section-header: Shipping.	[431, 31, 562, 42]
section-header: Motor Services.	[7, 31, 146, 42]
timetable-header-row	[431, 295, 562, 303]
timetable-row	[431, 459, 562, 467]
table-cell: 5	[1061, 849, 1065, 857]
table-cell: 3	[1061, 873, 1065, 881]
timetable-cell: 1.30 p.m.	[431, 610, 457, 618]
timetable-cell: Mon, 23, 2 p.m.	[431, 211, 475, 219]
timetable-cell: 10.30 a.m.	[532, 712, 562, 720]
eye-icon	[305, 470, 409, 516]
timetable-cell: Leaves Auckland	[431, 253, 478, 261]
timetable-cell: Sat, 14 12.15 p.m.	[431, 466, 481, 474]
timetable-cell: Leaves Paeroa	[521, 114, 562, 122]
table-row	[980, 849, 1107, 857]
timetable-cell: 4 p.m.	[431, 720, 449, 728]
timetable-cell: Tues, 24, 4.45 p.m.	[509, 326, 562, 334]
timetable-cell: Leaves Thames	[519, 171, 562, 179]
timetable-cell: Thurs, 12 7 a.m.	[516, 458, 562, 466]
